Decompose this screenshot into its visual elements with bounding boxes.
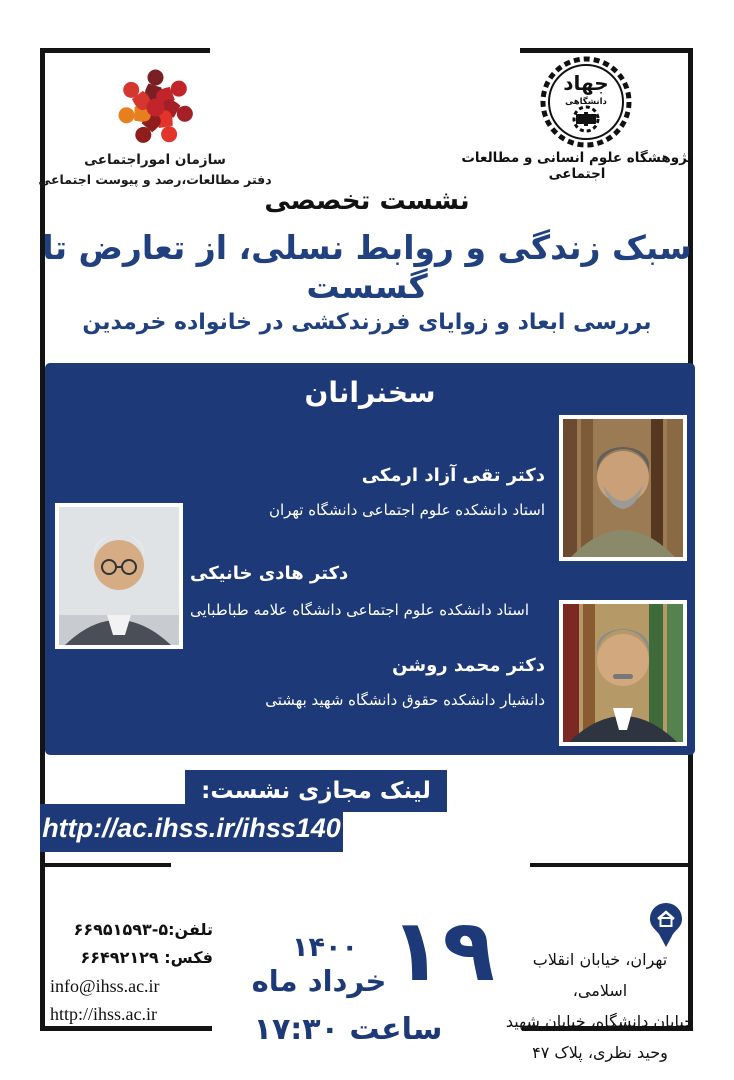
event-time: ساعت ۱۷:۳۰ bbox=[253, 1012, 443, 1047]
address-line1: تهران، خیابان انقلاب اسلامی، bbox=[532, 950, 668, 1000]
speaker-name: دکتر هادی خانیکی bbox=[190, 563, 349, 584]
frame-mid-left-segment bbox=[40, 863, 171, 867]
speakers-panel bbox=[45, 363, 695, 755]
org-left-line1: سازمان اموراجتماعی bbox=[84, 152, 226, 168]
emblem-word-bottom: دانشگاهی bbox=[565, 97, 607, 107]
email-line[interactable]: info@ihss.ac.ir bbox=[50, 976, 160, 996]
speaker-photo-azad-armaki bbox=[559, 415, 687, 561]
speaker-affiliation: استاد دانشکده علوم اجتماعی دانشگاه علامه طباطبایی bbox=[190, 601, 529, 619]
speaker-affiliation: دانشیار دانشکده حقوق دانشگاه شهید بهشتی bbox=[265, 691, 545, 709]
speakers-heading: سخنرانان bbox=[304, 376, 436, 409]
social-affairs-logo-icon bbox=[108, 60, 203, 155]
virtual-link-label: لینک مجازی نشست: bbox=[201, 778, 431, 804]
org-left-line2: دفتر مطالعات،رصد و پیوست اجتماعی bbox=[38, 172, 272, 187]
speaker-photo-roshan bbox=[559, 600, 687, 746]
event-subtitle: بررسی ابعاد و زوایای فرزندکشی در خانواده خرمدین bbox=[82, 310, 652, 335]
speaker-name: دکتر محمد روشن bbox=[392, 655, 545, 676]
website-line[interactable]: http://ihss.ac.ir bbox=[50, 1004, 157, 1024]
event-day: ۱۹ bbox=[390, 901, 495, 1001]
event-kicker: نشست تخصصی bbox=[264, 186, 470, 216]
virtual-link-url-box[interactable] bbox=[40, 804, 343, 852]
event-year: ۱۴۰۰ bbox=[292, 932, 358, 963]
frame-top-right-segment bbox=[520, 48, 693, 53]
speaker-name: دکتر تقی آزاد ارمکی bbox=[361, 465, 545, 486]
phone-line: تلفن:۵-۶۶۹۵۱۵۹۳ bbox=[73, 920, 213, 939]
address-block bbox=[505, 944, 695, 1068]
emblem-word-top: جهاد bbox=[563, 71, 609, 95]
contact-block bbox=[50, 916, 213, 1028]
speaker-photo-khaniki bbox=[55, 503, 183, 649]
fax-line: فکس: ۶۶۴۹۲۱۲۹ bbox=[80, 948, 213, 967]
speaker-affiliation: استاد دانشکده علوم اجتماعی دانشگاه تهران bbox=[268, 501, 545, 519]
virtual-link-url[interactable]: http://ac.ihss.ir/ihss140 bbox=[42, 813, 341, 843]
location-pin-icon bbox=[650, 903, 682, 948]
jahad-daneshgahi-emblem-icon bbox=[540, 56, 632, 148]
frame-mid-right-segment bbox=[530, 863, 688, 867]
institute-name: پژوهشگاه علوم انسانی و مطالعات اجتماعی bbox=[461, 150, 693, 182]
frame-top-left-segment bbox=[40, 48, 210, 53]
event-title: سبک زندگی و روابط نسلی، از تعارض تا گسست bbox=[42, 228, 692, 306]
address-line3: وحید نظری، پلاک ۴۷ bbox=[532, 1043, 668, 1062]
address-line2: خیابان دانشگاه، خیابان شهید bbox=[505, 1012, 695, 1031]
event-month: خرداد ماه bbox=[251, 964, 387, 998]
social-affairs-org-text bbox=[25, 152, 285, 187]
